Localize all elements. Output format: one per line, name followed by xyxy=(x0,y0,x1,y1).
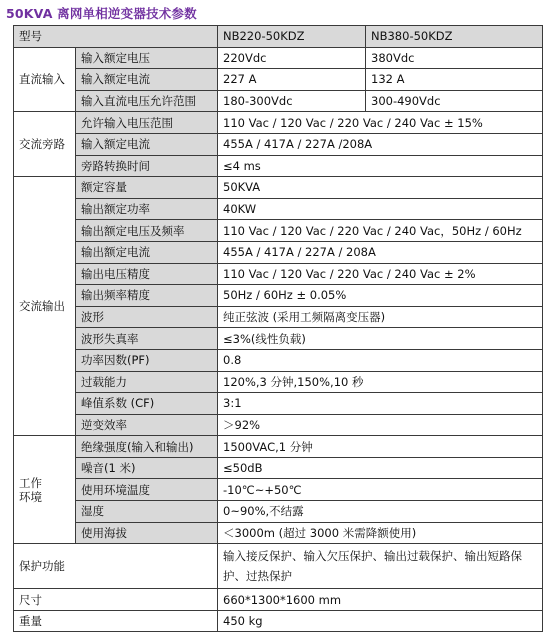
param-label: 输出电压精度 xyxy=(76,263,218,285)
param-value: 110 Vac / 120 Vac / 220 Vac / 240 Vac，50Hz / 60Hz xyxy=(218,220,543,242)
param-value-model-1: 180-300Vdc xyxy=(218,90,366,112)
table-row xyxy=(14,349,543,371)
weight-label: 重量 xyxy=(14,610,218,632)
param-value: 50KVA xyxy=(218,177,543,199)
param-value: 0.8 xyxy=(218,349,543,371)
model-1-header: NB220-50KDZ xyxy=(218,26,366,48)
param-value: 110 Vac / 120 Vac / 220 Vac / 240 Vac ± 2% xyxy=(218,263,543,285)
param-label: 允许输入电压范围 xyxy=(76,112,218,134)
param-label: 湿度 xyxy=(76,501,218,523)
param-value: ＜3000m (超过 3000 米需降额使用) xyxy=(218,522,543,544)
table-row xyxy=(14,522,543,544)
param-value: 40KW xyxy=(218,198,543,220)
size-value: 660*1300*1600 mm xyxy=(218,589,543,611)
param-label: 输入直流电压允许范围 xyxy=(76,90,218,112)
table-row xyxy=(14,112,543,134)
param-value: 455A / 417A / 227A / 208A xyxy=(218,241,543,263)
param-label: 输入额定电压 xyxy=(76,47,218,69)
table-row xyxy=(14,457,543,479)
param-label: 噪音(1 米) xyxy=(76,457,218,479)
table-row xyxy=(14,328,543,350)
param-label: 逆变效率 xyxy=(76,414,218,436)
param-label: 输出额定电流 xyxy=(76,241,218,263)
param-label: 绝缘强度(输入和输出) xyxy=(76,436,218,458)
param-value: 120%,3 分钟,150%,10 秒 xyxy=(218,371,543,393)
param-value: -10℃~+50℃ xyxy=(218,479,543,501)
param-label: 使用环境温度 xyxy=(76,479,218,501)
param-label: 峰值系数 (CF) xyxy=(76,393,218,415)
param-label: 输出额定功率 xyxy=(76,198,218,220)
table-row xyxy=(14,155,543,177)
param-value-model-1: 227 A xyxy=(218,69,366,91)
param-value: 3:1 xyxy=(218,393,543,415)
param-label: 输入额定电流 xyxy=(76,133,218,155)
category-environment-line-1: 工作 xyxy=(19,475,42,490)
table-row xyxy=(14,133,543,155)
protection-label: 保护功能 xyxy=(14,544,218,589)
model-2-header: NB380-50KDZ xyxy=(366,26,543,48)
param-value: 50Hz / 60Hz ± 0.05% xyxy=(218,285,543,307)
table-row xyxy=(14,241,543,263)
table-row xyxy=(14,501,543,523)
category-environment xyxy=(14,436,76,544)
table-row xyxy=(14,285,543,307)
param-value: ＞92% xyxy=(218,414,543,436)
param-value: ≤3%(线性负载) xyxy=(218,328,543,350)
table-row xyxy=(14,220,543,242)
param-label: 功率因数(PF) xyxy=(76,349,218,371)
table-row xyxy=(14,69,543,91)
param-label: 使用海拔 xyxy=(76,522,218,544)
table-row xyxy=(14,371,543,393)
category-ac-output: 交流输出 xyxy=(14,177,76,436)
table-row xyxy=(14,263,543,285)
param-value-model-2: 300-490Vdc xyxy=(366,90,543,112)
param-label: 波形失真率 xyxy=(76,328,218,350)
table-row xyxy=(14,177,543,199)
spec-table xyxy=(13,25,543,632)
table-row xyxy=(14,198,543,220)
param-label: 输出频率精度 xyxy=(76,285,218,307)
weight-value: 450 kg xyxy=(218,610,543,632)
table-header-row xyxy=(14,26,543,48)
table-row xyxy=(14,544,543,589)
table-row xyxy=(14,47,543,69)
param-label: 旁路转换时间 xyxy=(76,155,218,177)
table-row xyxy=(14,589,543,611)
param-value-model-2: 380Vdc xyxy=(366,47,543,69)
param-label: 输入额定电流 xyxy=(76,69,218,91)
param-value: 1500VAC,1 分钟 xyxy=(218,436,543,458)
param-value: 纯正弦波 (采用工频隔离变压器) xyxy=(218,306,543,328)
category-dc-input: 直流输入 xyxy=(14,47,76,112)
table-row xyxy=(14,393,543,415)
param-value-model-1: 220Vdc xyxy=(218,47,366,69)
param-label: 过载能力 xyxy=(76,371,218,393)
table-row xyxy=(14,306,543,328)
param-label: 额定容量 xyxy=(76,177,218,199)
model-header-label: 型号 xyxy=(14,26,218,48)
param-value: 0~90%,不结露 xyxy=(218,501,543,523)
table-row xyxy=(14,90,543,112)
param-label: 波形 xyxy=(76,306,218,328)
protection-value: 输入接反保护、输入欠压保护、输出过载保护、输出短路保护、过热保护 xyxy=(218,544,543,589)
param-value: ≤4 ms xyxy=(218,155,543,177)
param-value: ≤50dB xyxy=(218,457,543,479)
document-title: 50KVA 离网单相逆变器技术参数 xyxy=(6,6,197,21)
category-environment-line-2: 环境 xyxy=(19,489,42,504)
param-label: 输出额定电压及频率 xyxy=(76,220,218,242)
table-row xyxy=(14,479,543,501)
param-value: 455A / 417A / 227A /208A xyxy=(218,133,543,155)
table-row xyxy=(14,414,543,436)
category-ac-bypass: 交流旁路 xyxy=(14,112,76,177)
param-value-model-2: 132 A xyxy=(366,69,543,91)
param-value: 110 Vac / 120 Vac / 220 Vac / 240 Vac ± 15% xyxy=(218,112,543,134)
table-row xyxy=(14,610,543,632)
table-row xyxy=(14,436,543,458)
size-label: 尺寸 xyxy=(14,589,218,611)
